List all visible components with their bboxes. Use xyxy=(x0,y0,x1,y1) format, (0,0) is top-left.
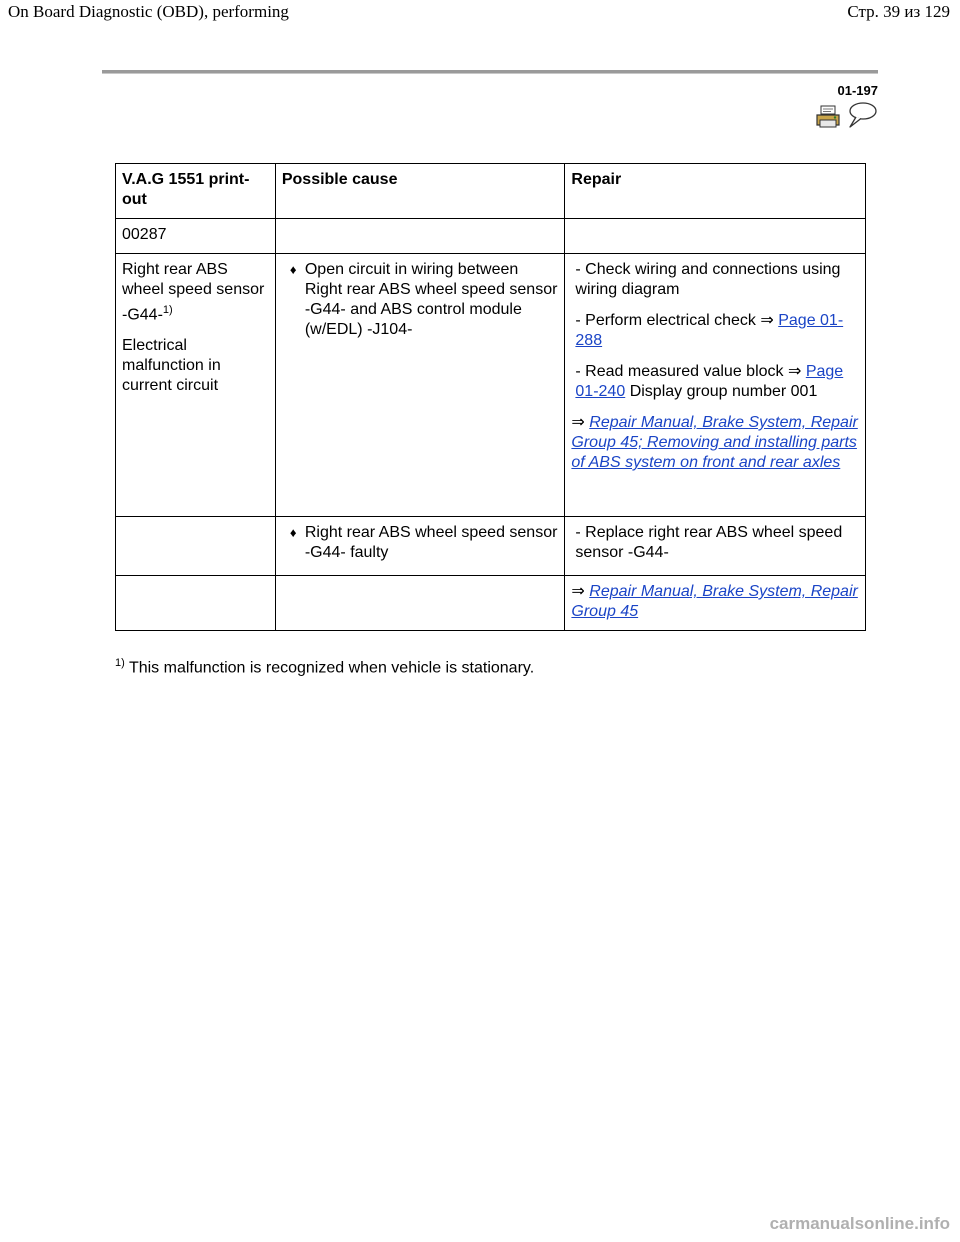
browser-page-title: On Board Diagnostic (OBD), performing xyxy=(8,2,289,21)
link-page-01-288[interactable]: Page 01-288 xyxy=(575,312,844,349)
empty-cell xyxy=(565,219,866,254)
diamond-bullet-icon: ♦ xyxy=(289,525,297,540)
table-row xyxy=(116,254,866,517)
link-repair-manual-rg45[interactable]: Repair Manual, Brake System, Repair Group 45 xyxy=(571,583,858,620)
repair-cell xyxy=(565,517,866,576)
footnote-text: This malfunction is recognized when vehicle is stationary. xyxy=(128,659,535,677)
cause-text: Right rear ABS wheel speed sensor -G44- faulty xyxy=(304,524,558,561)
empty-cell xyxy=(116,576,276,631)
footnote-ref: 1) xyxy=(162,304,173,316)
column-header-cause: Possible cause xyxy=(275,164,565,219)
repair-cell xyxy=(565,576,866,631)
table-header-row xyxy=(116,164,866,219)
list-item xyxy=(282,260,559,340)
arrow-right-icon: ⇒ xyxy=(787,363,802,380)
repair-manual-ref xyxy=(571,413,859,473)
watermark: carmanualsonline.info xyxy=(769,1214,950,1233)
fault-type: Electrical malfunction in current circuit xyxy=(122,337,221,395)
printer-icon[interactable] xyxy=(815,105,841,129)
footnote-mark: 1) xyxy=(115,657,125,669)
list-item xyxy=(282,523,559,563)
repair-step-mvb: - Read measured value block ⇒ Page 01-240 Display group number 001 xyxy=(575,363,844,400)
link-repair-manual-rg45-abs[interactable]: Repair Manual, Brake System, Repair Group 45; Removing and installing parts of ABS system on front and rear axles xyxy=(571,414,858,471)
empty-cell xyxy=(275,219,565,254)
component-name: Right rear ABS wheel speed sensor -G44-$^{1)}$ xyxy=(122,261,265,324)
column-header-repair: Repair xyxy=(565,164,866,219)
arrow-right-icon: ⇒ xyxy=(571,414,585,431)
component-cell xyxy=(116,254,276,517)
fault-code: 00287 xyxy=(116,219,276,254)
arrow-right-icon: ⇒ xyxy=(571,583,585,600)
repair-step-electrical: - Perform electrical check ⇒ Page 01-288 xyxy=(575,312,844,349)
table-row xyxy=(116,576,866,631)
column-header-printout: V.A.G 1551 print-out xyxy=(116,164,276,219)
cause-text: Open circuit in wiring between Right rear ABS wheel speed sensor -G44- and ABS control module (w/EDL) -J104- xyxy=(304,261,558,338)
repair-manual-ref xyxy=(571,582,859,622)
page-counter: Стр. 39 из 129 xyxy=(847,2,950,21)
footnote xyxy=(115,657,534,677)
empty-cell xyxy=(275,576,565,631)
cause-cell xyxy=(275,517,565,576)
header-rule xyxy=(102,70,878,74)
repair-cell xyxy=(565,254,866,517)
table-row xyxy=(116,517,866,576)
arrow-right-icon: ⇒ xyxy=(760,312,774,329)
link-page-01-240[interactable]: Page 01-240 xyxy=(575,363,844,400)
page-number: 01-197 xyxy=(837,83,878,98)
repair-step-replace: - Replace right rear ABS wheel speed sensor -G44- xyxy=(575,524,843,561)
speech-balloon-icon[interactable] xyxy=(846,101,878,129)
diamond-bullet-icon: ♦ xyxy=(289,262,297,277)
diagnostic-table xyxy=(115,163,866,631)
empty-cell xyxy=(116,517,276,576)
table-row-fault-code xyxy=(116,219,866,254)
repair-step-check: - Check wiring and connections using wiring diagram xyxy=(575,261,841,298)
cause-cell xyxy=(275,254,565,517)
